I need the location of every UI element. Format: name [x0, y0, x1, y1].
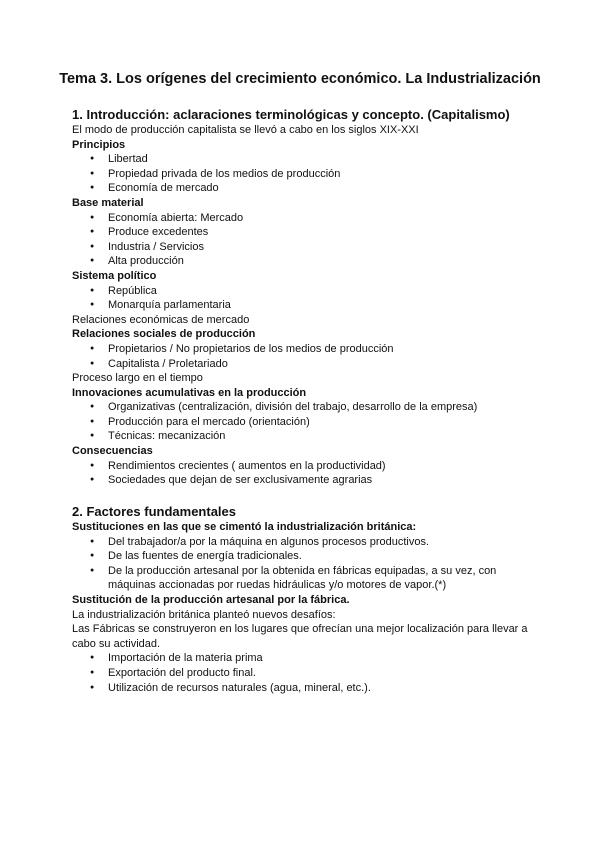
- list-item: ● Exportación del producto final.: [108, 666, 600, 681]
- list-item: ● Utilización de recursos naturales (agua, mineral, etc.).: [108, 681, 600, 696]
- list-item: ● Propietarios / No propietarios de los medios de producción: [108, 342, 600, 357]
- fabricas-list: [0, 651, 600, 695]
- sustitucion-artesanal-label: Sustitución de la producción artesanal por la fábrica.: [72, 593, 350, 606]
- list-item: ● De las fuentes de energía tradicionales.: [108, 549, 600, 564]
- sustituciones-list: [0, 535, 600, 593]
- section-2-heading: 2. Factores fundamentales: [72, 504, 236, 519]
- list-item: ● Industria / Servicios: [108, 240, 600, 255]
- section-1-intro: El modo de producción capitalista se llevó a cabo en los siglos XIX-XXI: [72, 124, 419, 136]
- sistema-politico-list: [0, 284, 600, 313]
- list-item: ● De la producción artesanal por la obtenida en fábricas equipadas, a su vez, con máquinas accionadas por ruedas hidráulicas y/o motores de vapor.(*): [108, 564, 522, 593]
- innovaciones-list: [0, 400, 600, 444]
- list-item: ● Economía abierta: Mercado: [108, 211, 600, 226]
- desafios-text: La industrialización británica planteó nuevos desafíos:: [72, 608, 336, 621]
- list-item: ● Técnicas: mecanización: [108, 429, 600, 444]
- list-item: ● República: [108, 284, 600, 299]
- section-1: [0, 106, 600, 488]
- list-item: ● Capitalista / Proletariado: [108, 357, 600, 372]
- consecuencias-list: [0, 459, 600, 488]
- section-2: [0, 503, 600, 695]
- relaciones-sociales-label: Relaciones sociales de producción: [72, 328, 256, 341]
- section-1-heading: 1. Introducción: aclaraciones terminológicas y concepto. (Capitalismo): [72, 107, 510, 122]
- base-material-label: Base material: [72, 196, 144, 209]
- fabricas-text: Las Fábricas se construyeron en los lugares que ofrecían una mejor localización para llevar a cabo su actividad.: [72, 623, 528, 650]
- list-item: ● Economía de mercado: [108, 181, 600, 196]
- innovaciones-label: Innovaciones acumulativas en la producción: [72, 386, 307, 399]
- relaciones-economicas-text: Relaciones económicas de mercado: [72, 313, 250, 326]
- relaciones-sociales-list: [0, 342, 600, 371]
- sistema-politico-label: Sistema político: [72, 269, 157, 282]
- list-item: ● Propiedad privada de los medios de producción: [108, 167, 600, 182]
- list-item: ● Organizativas (centralización, división del trabajo, desarrollo de la empresa): [108, 400, 600, 415]
- page-title: Tema 3. Los orígenes del crecimiento económico. La Industrialización: [59, 71, 541, 87]
- principios-label: Principios: [72, 138, 126, 151]
- list-item: ● Alta producción: [108, 254, 600, 269]
- list-item: ● Produce excedentes: [108, 225, 600, 240]
- list-item: ● Importación de la materia prima: [108, 651, 600, 666]
- list-item: ● Del trabajador/a por la máquina en algunos procesos productivos.: [108, 535, 600, 550]
- list-item: ● Rendimientos crecientes ( aumentos en la productividad): [108, 459, 600, 474]
- consecuencias-label: Consecuencias: [72, 445, 153, 458]
- list-item: ● Libertad: [108, 152, 600, 167]
- list-item: ● Monarquía parlamentaria: [108, 298, 600, 313]
- sustituciones-label: Sustituciones en las que se cimentó la industrialización británica:: [72, 521, 417, 533]
- list-item: ● Sociedades que dejan de ser exclusivamente agrarias: [108, 473, 600, 488]
- list-item: ● Producción para el mercado (orientación): [108, 415, 600, 430]
- proceso-text: Proceso largo en el tiempo: [72, 372, 203, 385]
- principios-list: [0, 152, 600, 196]
- base-material-list: [0, 211, 600, 269]
